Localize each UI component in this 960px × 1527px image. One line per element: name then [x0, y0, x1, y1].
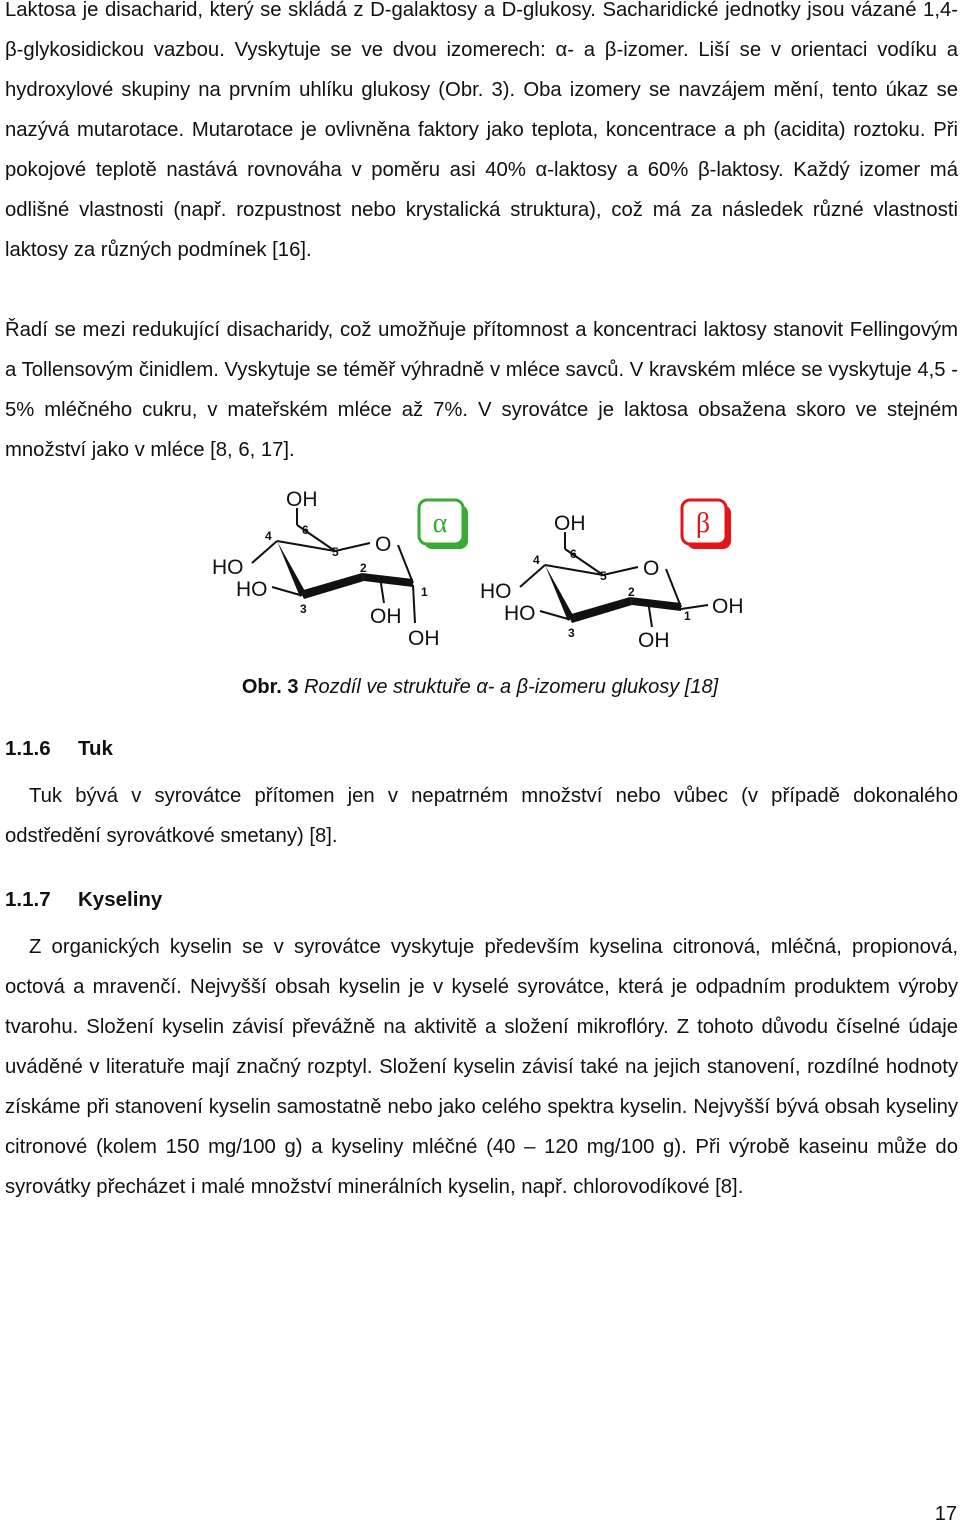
beta-oh-c2: OH: [638, 629, 670, 652]
alpha-carbon-1: 1: [421, 585, 428, 599]
beta-carbon-6: 6: [570, 547, 577, 561]
beta-oh-c6: OH: [554, 512, 586, 535]
beta-ring-oxygen: O: [643, 557, 660, 580]
section-number: 1.1.7: [5, 888, 51, 911]
beta-bond-c5-o: [603, 567, 638, 575]
paragraph-lactose-intro: Laktosa je disacharid, který se skládá z D-galaktosy a D-glukosy. Sacharidické jednotky jsou vázané 1,4-β-glykosidickou vazbou. Vyskytuje se ve dvou izomerech: α- a β-izomer. Liší se v orientaci vodíku a hydroxylové skupiny na prvním uhlíku glukosy (Obr. 3). Oba izomery se navzájem mění, tento úkaz se nazývá mutarotace. Mutarotace je ovlivněna faktory jako teplota, koncentrace a ph (acidita) roztoku. Při pokojové teplotě nastává rovnováha v poměru asi 40% α-laktosy a 60% β-laktosy. Každý izomer má odlišné vlastnosti (např. rozpustnost nebo krystalická struktura), což má za následek různé vlastnosti laktosy za různých podmínek [16].: [5, 0, 958, 261]
paragraph-lactose-occurrence: Řadí se mezi redukující disacharidy, což umožňuje přítomnost a koncentraci laktosy stanovit Fellingovým a Tollensovým činidlem. Vyskytuje se téměř výhradně v mléce savců. V kravském mléce se vyskytuje 4,5 - 5% mléčného cukru, v mateřském mléce až 7%. V syrovátce je laktosa obsažena skoro ve stejném množství jako v mléce [8, 6, 17].: [5, 319, 958, 461]
alpha-bond-c2-c1-wedge: [362, 573, 413, 587]
figure-glucose-isomers: [200, 475, 760, 670]
alpha-carbon-3: 3: [300, 602, 307, 616]
alpha-ho-c4: HO: [212, 556, 244, 579]
section-heading-kyseliny: [5, 885, 162, 915]
alpha-bond-c4-c3-wedge: [277, 541, 306, 597]
alpha-ring-oxygen: O: [375, 533, 392, 556]
alpha-bond-c3-c2-wedge: [300, 573, 364, 599]
alpha-bond-c1-oh: [413, 585, 415, 623]
alpha-bond-c5-o: [335, 543, 370, 551]
glucose-isomers-diagram: [200, 475, 760, 670]
alpha-bond-o-c1: [398, 545, 413, 583]
section-title: Tuk: [78, 737, 113, 760]
section-number: 1.1.6: [5, 737, 51, 760]
alpha-oh-c2: OH: [370, 605, 402, 628]
beta-badge-label: β: [695, 508, 711, 539]
beta-bond-c3-c2-wedge: [568, 597, 632, 623]
beta-carbon-2: 2: [628, 585, 635, 599]
alpha-oh-c6: OH: [286, 488, 318, 511]
alpha-bond-ho-c3: [272, 587, 300, 595]
beta-bond-ho-c3: [540, 611, 568, 619]
beta-carbon-4: 4: [533, 553, 540, 567]
alpha-isomer-structure: [212, 488, 468, 650]
figure-caption-label: Obr. 3: [241, 676, 299, 698]
beta-ho-c3: HO: [504, 602, 536, 625]
beta-bond-c2-c1-wedge: [630, 597, 681, 611]
alpha-bond-c4-ho: [252, 541, 277, 563]
alpha-oh-c1: OH: [408, 627, 440, 650]
figure-caption: [0, 672, 960, 702]
beta-carbon-3: 3: [568, 626, 575, 640]
beta-ho-c4: HO: [480, 580, 512, 603]
beta-oh-c1: OH: [712, 595, 744, 618]
section-title: Kyseliny: [78, 888, 163, 911]
beta-bond-c4-ho: [520, 565, 545, 587]
beta-carbon-1: 1: [684, 609, 691, 623]
beta-bond-o-c1: [666, 569, 681, 607]
alpha-carbon-6: 6: [302, 523, 309, 537]
alpha-badge-label: α: [432, 508, 448, 539]
alpha-carbon-5: 5: [332, 545, 339, 559]
alpha-carbon-2: 2: [360, 561, 367, 575]
page-number: 17: [934, 1503, 957, 1525]
beta-bond-c4-c3-wedge: [545, 565, 574, 621]
beta-carbon-5: 5: [600, 569, 607, 583]
paragraph-acids: Z organických kyselin se v syrovátce vyskytuje především kyselina citronová, mléčná, propionová, octová a mravenčí. Nejvyšší obsah kyselin je v kyselé syrovátce, která je odpadním produktem výroby tvarohu. Složení kyselin závisí převážně na aktivitě a složení mikroflóry. Z tohoto důvodu číselné údaje uváděné v literatuře mají značný rozptyl. Složení kyselin závisí také na jejich stanovení, rozdílné hodnoty získáme při stanovení kyselin samostatně nebo jako celého spektra kyselin. Nejvyšší bývá obsah kyseliny citronové (kolem 150 mg/100 g) a kyseliny mléčné (40 – 120 mg/100 g). Při výrobě kaseinu může do syrovátky přecházet i malé množství minerálních kyselin, např. chlorovodíkové [8].: [5, 936, 958, 1198]
alpha-ho-c3: HO: [236, 578, 268, 601]
paragraph-fat: Tuk bývá v syrovátce přítomen jen v nepatrném množství nebo vůbec (v případě dokonalého odstředění syrovátkové smetany) [8].: [5, 785, 958, 847]
figure-caption-text: Rozdíl ve struktuře α- a β-izomeru glukosy [18]: [304, 676, 719, 698]
beta-isomer-structure: [480, 500, 744, 652]
section-heading-tuk: [5, 734, 113, 764]
alpha-carbon-4: 4: [265, 529, 272, 543]
